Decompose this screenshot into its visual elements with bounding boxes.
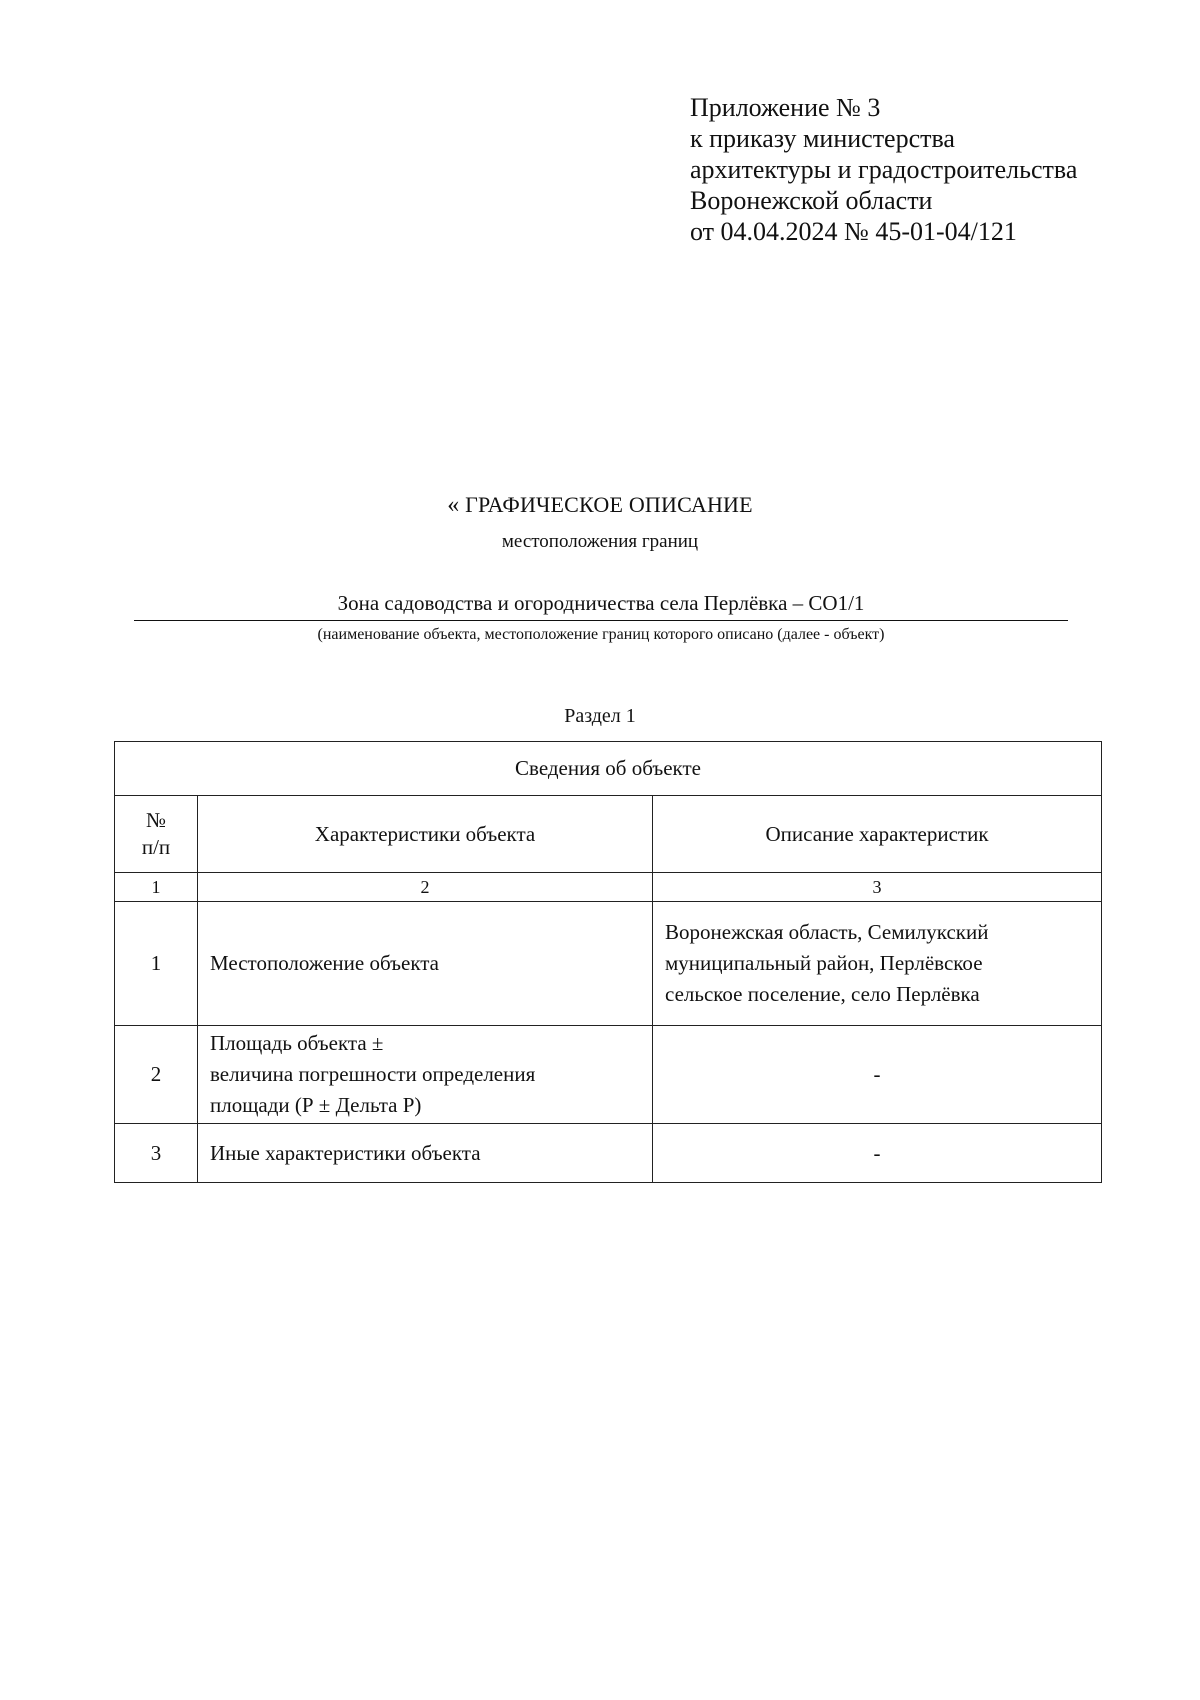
row-description xyxy=(653,902,1102,1026)
description-line: сельское поселение, село Перлёвка xyxy=(665,982,980,1006)
characteristic-line: Иные характеристики объекта xyxy=(210,1140,481,1165)
table-row xyxy=(115,1124,1102,1183)
characteristic-line: величина погрешности определения xyxy=(210,1062,536,1086)
document-title xyxy=(0,492,1200,519)
header-num xyxy=(115,796,198,873)
description-line: - xyxy=(873,1140,881,1165)
column-number: 2 xyxy=(198,873,653,902)
header-num-pp: п/п xyxy=(141,835,171,859)
object-name: Зона садоводства и огородничества села Перлёвка – СО1/1 xyxy=(337,591,865,615)
annex-ministry: архитектуры и градостроительства xyxy=(690,155,1078,184)
description-line: Воронежская область, Семилукский xyxy=(665,920,989,944)
annex-header xyxy=(690,92,1170,247)
annex-region: Воронежской области xyxy=(690,186,933,215)
header-characteristic: Характеристики объекта xyxy=(198,796,653,873)
row-description xyxy=(653,1124,1102,1183)
description-line: - xyxy=(873,1062,881,1086)
annex-order-ref: к приказу министерства xyxy=(690,124,955,153)
row-number: 1 xyxy=(115,902,198,1026)
row-number: 2 xyxy=(115,1026,198,1124)
row-number: 3 xyxy=(115,1124,198,1183)
object-name-note: (наименование объекта, местоположение границ которого описано (далее - объект) xyxy=(317,626,885,643)
document-subtitle: местоположения границ xyxy=(501,531,699,552)
opening-quote: « xyxy=(447,492,460,518)
row-characteristic xyxy=(198,1026,653,1124)
section-label: Раздел 1 xyxy=(564,705,636,727)
header-num-sign: № xyxy=(145,808,167,832)
table-caption: Сведения об объекте xyxy=(115,742,1102,796)
characteristic-line: Площадь объекта ± xyxy=(210,1031,384,1055)
header-description: Описание характеристик xyxy=(653,796,1102,873)
table-row xyxy=(115,1026,1102,1124)
object-info-table xyxy=(114,741,1102,1183)
description-line: муниципальный район, Перлёвское xyxy=(665,951,983,975)
characteristic-line: площади (Р ± Дельта Р) xyxy=(210,1093,422,1117)
column-number: 3 xyxy=(653,873,1102,902)
title-text: ГРАФИЧЕСКОЕ ОПИСАНИЕ xyxy=(465,492,753,517)
row-characteristic xyxy=(198,1124,653,1183)
annex-date-number: от 04.04.2024 № 45-01-04/121 xyxy=(690,217,1017,246)
table-row xyxy=(115,902,1102,1026)
object-underline xyxy=(134,620,1068,621)
row-description xyxy=(653,1026,1102,1124)
annex-number: Приложение № 3 xyxy=(690,93,881,122)
column-number: 1 xyxy=(115,873,198,902)
characteristic-line: Местоположение объекта xyxy=(210,951,440,975)
row-characteristic xyxy=(198,902,653,1026)
